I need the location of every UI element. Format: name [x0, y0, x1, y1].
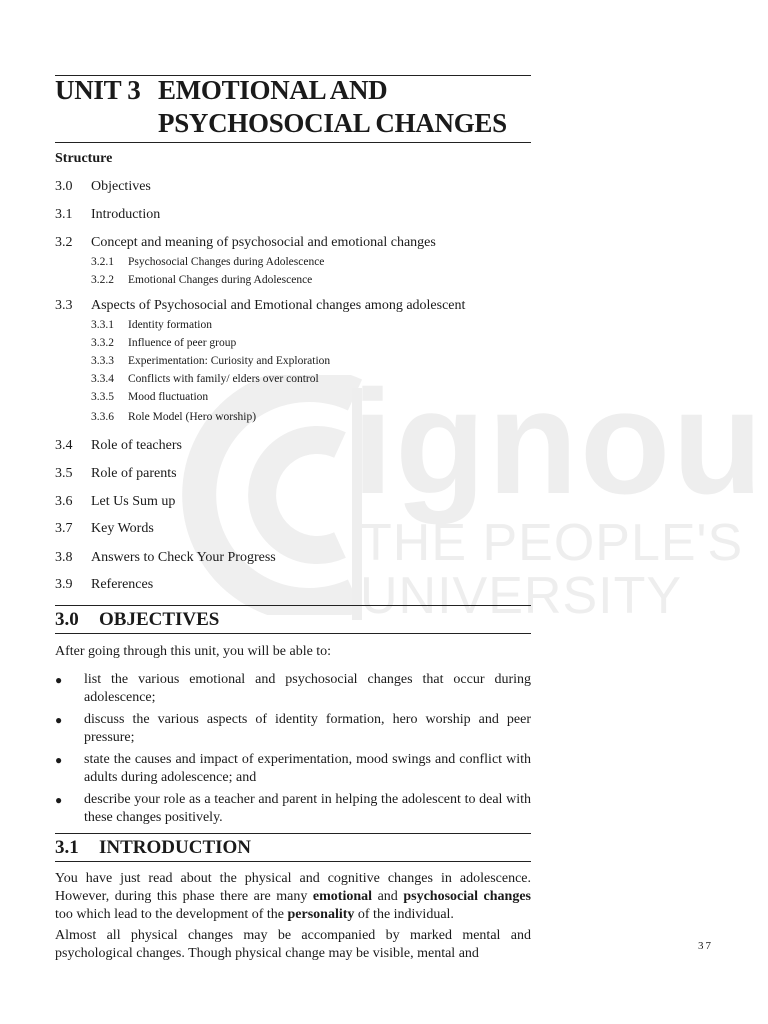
watermark-line1: THE PEOPLE'S — [360, 514, 744, 572]
introduction-top-rule — [55, 833, 531, 834]
objectives-bottom-rule — [55, 633, 531, 634]
unit-title-line2: PSYCHOSOCIAL CHANGES — [158, 108, 507, 138]
bullet-dot-icon: ● — [55, 753, 63, 767]
introduction-bottom-rule — [55, 861, 531, 862]
watermark-line2: UNIVERSITY — [360, 567, 683, 625]
document-page: ignou THE PEOPLE'S UNIVERSITY UNIT 3 EMOTIONAL AND PSYCHOSOCIAL CHANGES Structure 3.0 Objectives 3.1 Introduction 3.2 Concept and meaning of psychosocial and emotional changes 3.2.1 Psychosocial Changes during Adolescence 3.2.2 Emotional Changes during Adolescence 3.3 Aspects of Psychosocial and Emotional changes among adolescent 3.3.1 Identity formation 3.3.2 Influence of peer group 3.3.3 Experimentation: Curiosity and Exploration 3.3.4 Conflicts with family/ elders over control 3.3.5 Mood fluctuation 3.3.6 Role Model (Hero worship) 3.4 Role of teachers 3.5 Role of parents 3.6 Let Us Sum up 3.7 Key Words 3.8 Answers to Check Your Progress 3.9 References 3.0 OBJECTIVES After going through this unit, you will be able to: ● list the various emotional and psychosocial changes that occur during adolescence; ● discuss the various aspects of identity formation, hero worship and peer pressure; ● state the causes and impact of experimentation, mood swings and conflict with adults during adolescence; and ● describe your role as a teacher and parent in helping the adolescent to deal with these changes positively. 3.1 INTRODUCTION You have just read about the physical and cognitive changes in adolescence. However, during this phase there are many emotional and psychosocial changes too which lead to the development of the personality of the individual. Almost all physical changes may be accompanied by marked mental and psychological changes. Though physical change may be visible, mental and 37 — [55, 75, 765, 961]
introduction-paragraph-2: Almost all physical changes may be accompanied by marked mental and psychological changes. Though physical change may be visible, mental and — [55, 928, 531, 961]
structure-heading: Structure — [55, 151, 113, 166]
page-number: 37 — [698, 940, 713, 952]
bullet-dot-icon: ● — [55, 673, 63, 687]
bullet-dot-icon: ● — [55, 793, 63, 807]
objectives-intro: After going through this unit, you will be able to: — [55, 644, 332, 659]
introduction-paragraph-1: You have just read about the physical and cognitive changes in adolescence. However, during this phase there are many emotional and psychosocial changes too which lead to the development of the personality of the individual. — [55, 871, 531, 922]
unit-title-line1: EMOTIONAL AND — [158, 75, 388, 105]
bullet-dot-icon: ● — [55, 713, 63, 727]
watermark-brand: ignou — [352, 360, 765, 525]
title-bottom-rule — [55, 142, 531, 143]
objectives-top-rule — [55, 605, 531, 606]
unit-number: UNIT 3 — [55, 75, 141, 105]
